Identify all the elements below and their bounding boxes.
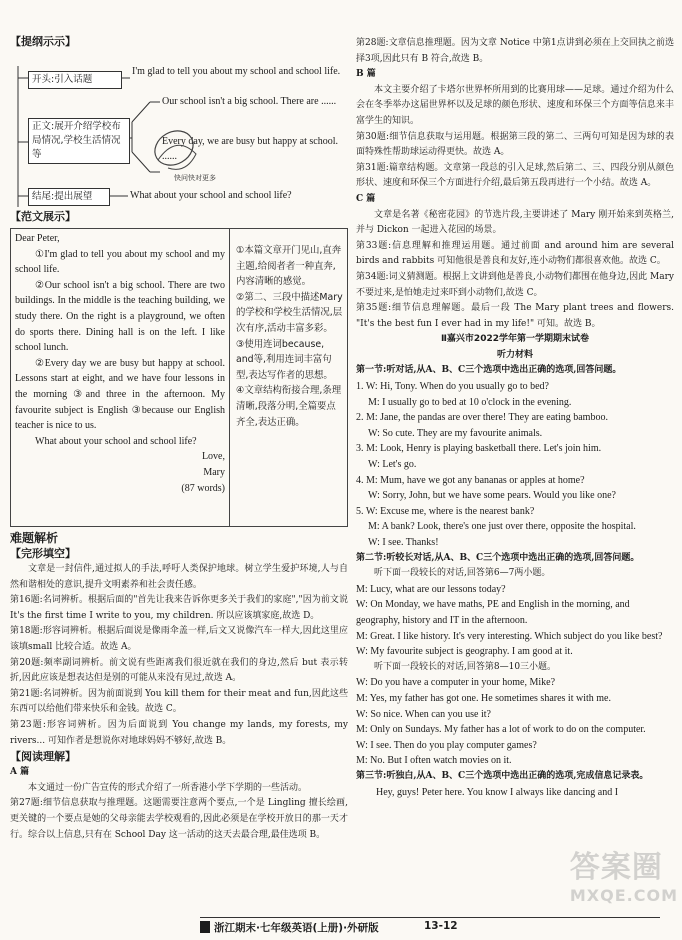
- cloze-para: 文章是一封信件,通过拟人的手法,呼吁人类保护地球。树立学生爱护环境,人与自然和谐相处的意识,提升文明素养和社会责任感。: [10, 564, 348, 590]
- footer-rule: [200, 917, 660, 918]
- dialogue-line: 2. M: Jane, the pandas are over there! They are eating bamboo.: [356, 412, 608, 424]
- reading-a-para: 本文通过一份广告宣传的形式介绍了一所香港小学下学期的一些活动。: [28, 782, 308, 793]
- dialogue-line: 3. M: Look, Henry is playing basketball there. Let's join him.: [356, 443, 602, 455]
- essay-text: [11, 229, 230, 526]
- outline-diagram: [10, 52, 348, 207]
- dialogue-line: 4. M: Mum, have we got any bananas or apples at home?: [356, 474, 585, 486]
- essay-greeting: Dear Peter,: [15, 233, 60, 244]
- outline-text-opening: I'm glad to tell you about my school and school life.: [132, 66, 341, 77]
- essay-comment: ③使用连词because, and等,利用连词丰富句型,表达写作者的思想。: [236, 338, 333, 381]
- watermark-main: 答案圈: [569, 850, 663, 885]
- dialogue-line: M: A bank? Look, there's one just over there, opposite the hospital.: [368, 521, 636, 533]
- section-2-dialogue-1: [356, 582, 674, 660]
- dialogue-line: 1. W: Hi, Tony. When do you usually go to bed?: [356, 381, 549, 393]
- dialogue-line: M: Yes, my father has got one. He sometimes shares it with me.: [356, 692, 611, 704]
- outline-box-ending: 结尾:提出展望: [28, 188, 110, 206]
- outline-header: 【提纲示示】: [10, 35, 76, 48]
- essay-para-2: ②Our school isn't a big school. There are two buildings. In the middle is the teaching building, we study there. On the right is a playground, we often do sports there. Dining hall is on the left. I like school lunch.: [15, 279, 225, 354]
- essay-para-3: ②Every day we are busy but happy at school. Lessons start at eight, and we have four lessons in the morning ③and three in the afternoon. My favourite subject is English ③because our English teacher is nice to us.: [15, 357, 225, 432]
- outline-text-body-a: Our school isn't a big school. There are ......: [162, 96, 337, 107]
- outline-box-opening: 开头:引入话题: [28, 71, 122, 89]
- section-1-heading: 第一节:听对话,从A、B、C三个选项中选出正确的选项,回答问题。: [356, 365, 622, 376]
- page-footer: [200, 920, 660, 936]
- q28-explanation: 第28题:文章信息推理题。因为文章 Notice 中第1点讲到必须在上交回执之前选择3项,因此只有 B 符合,故选 B。: [356, 38, 674, 64]
- right-column: [356, 36, 674, 800]
- sample-header: 【范文展示】: [10, 210, 76, 223]
- footer-page-number: 13-12: [424, 920, 458, 932]
- dialogue-line: W: On Monday, we have maths, PE and English in the morning, and geography, history and IT in the afternoon.: [356, 599, 630, 626]
- reading-b-para: 本文主要介绍了卡塔尔世界杯所用到的比赛用球——足球。通过介绍为什么会在冬季举办这届世界杯以及足球的颜色形状、速度和环保三个方面等信息来丰富学生的知识。: [356, 84, 674, 126]
- dialogue-line: M: Lucy, what are our lessons today?: [356, 583, 506, 595]
- essay-comment: ④文章结构衔接合理,条理清晰,段落分明,全篇要点齐全,表达正确。: [236, 385, 342, 428]
- exam-title: Ⅱ嘉兴市2022学年第一学期期末试卷: [441, 334, 589, 345]
- section-3-monologue: Hey, guys! Peter here. You know I always like dancing and I: [376, 786, 619, 798]
- essay-comment: ①本篇文章开门见山,直奔主题,给阅者者一种直奔,内容清晰的感觉。: [236, 245, 342, 288]
- essay-para-1: ①I'm glad to tell you about my school and my school life.: [15, 248, 225, 276]
- dialogue-line: W: So cute. They are my favourite animals.: [368, 427, 543, 439]
- analysis-header: 难题解析: [10, 531, 59, 545]
- section-2-intro-2: 听下面一段较长的对话,回答第8—10三小题。: [374, 661, 557, 672]
- dialogue-line: M: I usually go to bed at 10 o'clock in the evening.: [368, 396, 572, 408]
- watermark: [570, 842, 678, 905]
- dialogue-line: W: I see. Thanks!: [368, 537, 439, 548]
- sample-essay-table: [10, 228, 348, 527]
- handwriting-note: 快问快对更多: [174, 174, 216, 182]
- section-1-dialogues: [356, 379, 674, 551]
- section-3-heading: 第三节:听独白,从A、B、C三个选项中选出正确的选项,完成信息记录表。: [356, 770, 649, 781]
- watermark-sub: MXQE.COM: [569, 886, 678, 905]
- essay-signature: Mary: [203, 466, 225, 478]
- cloze-header: 【完形填空】: [10, 547, 76, 560]
- section-2-intro-1: 听下面一段较长的对话,回答第6—7两小题。: [374, 568, 551, 579]
- dialogue-line: M: Great. I like history. It's very interesting. Which subject do you like best?: [356, 630, 663, 642]
- reading-c-para: 第34题:词义猜测题。根据上文讲到他是善良,小动物们都围在他身边,因此 Mary 不要过来,是怕她走过来吓到小动物们,故选 C。: [356, 271, 674, 298]
- dialogue-line: W: Let's go.: [368, 459, 417, 471]
- left-column: [10, 34, 348, 843]
- outline-box-body: 正文:展开介绍学校布局情况,学校生活情况等: [28, 118, 130, 164]
- reading-header: 【阅读理解】: [10, 750, 76, 764]
- reading-b-para: 第30题:细节信息获取与运用题。根据第三段的第二、三两句可知是因为球的表面特殊性帮助球运动得更快。故选 A。: [356, 131, 674, 158]
- essay-comments: [230, 229, 347, 526]
- reading-a-title: A 篇: [10, 767, 30, 778]
- dialogue-line: W: Sorry, John, but we have some pears. Would you like one?: [368, 490, 616, 502]
- footer-book-title: 浙江期末·七年级英语(上册)·外研版: [214, 922, 379, 934]
- footer-square-icon: [200, 921, 210, 933]
- dialogue-line: 5. W: Excuse me, where is the nearest bank?: [356, 505, 535, 517]
- cloze-para: 第21题:名词辨析。因为前面说到 You kill them for their meat and fun,因此这些东西可以给他们带来快乐和金钱。故选 C。: [10, 688, 348, 715]
- dialogue-line: M: Only on Sundays. My father has a lot of work to do on the computer.: [356, 724, 646, 736]
- reading-c-para: 第33题:信息理解和推理运用题。通过前面 and around him are several birds and rabbits 可知他很是善良和友好,连小动物们都很喜欢他。故选 C。: [356, 240, 674, 267]
- cloze-para: 第16题:名词辨析。根据后面的"首先让我来告诉你更多关于我们的家庭","因为前文说 It's the first time I write to you, my children. 所以应该填家庭,故选 D。: [10, 595, 348, 621]
- listening-title: 听力材料: [496, 349, 533, 360]
- dialogue-line: M: No. But I often watch movies on it.: [356, 755, 512, 767]
- section-2-heading: 第二节:听较长对话,从A、B、C三个选项中选出正确的选项,回答问题。: [356, 552, 640, 563]
- cloze-para: 第23题:形容词辨析。因为后面说到 You change my lands, my forests, my rivers... 可知作者是想说你对地球妈妈不够好,故选 B。: [10, 719, 348, 746]
- reading-c-para: 第35题:细节信息理解题。最后一段 The Mary plant trees and flowers. "It's the best fun I ever had in my life!" 可知。故选 B。: [356, 303, 674, 329]
- essay-comment: ②第二、三段中描述Mary的学校和学校生活情况,层次有序,活动丰富多彩。: [236, 291, 343, 334]
- reading-a-para: 第27题:细节信息获取与推理题。这题需要注意两个要点,一个是 Lingling 擅长绘画,更关键的一个要点是她的父母亲能去学校观看的,因此必须是在学校开放日的那一天才行。综合以上信息,只有在 School Day 这一活动的这天去最合理,最佳选项 B。: [10, 798, 348, 840]
- reading-b-para: 第31题:篇章结构题。文章第一段总的引入足球,然后第二、三、四段分别从颜色形状、速度和环保三个方面进行介绍,最后第五段再进行一个小结。故选 A。: [356, 162, 674, 189]
- outline-text-body-b: Every day, we are busy but happy at school. ......: [162, 136, 338, 162]
- section-2-dialogue-2: [356, 675, 674, 769]
- reading-b-title: B 篇: [356, 69, 376, 80]
- reading-c-para: 文章是名著《秘密花园》的节选片段,主要讲述了 Mary 刚开始来到英格兰,并与 Dickon 一起进入花园的场景。: [356, 209, 674, 236]
- essay-closing: Love,: [201, 451, 225, 463]
- dialogue-line: W: I see. Then do you play computer games?: [356, 739, 537, 751]
- dialogue-line: W: Do you have a computer in your home, Mike?: [356, 677, 556, 689]
- essay-para-4: What about your school and school life?: [35, 435, 197, 447]
- outline-text-ending: What about your school and school life?: [130, 190, 292, 201]
- reading-c-title: C 篇: [356, 193, 376, 204]
- dialogue-line: W: My favourite subject is geography. I am good at it.: [356, 646, 573, 658]
- dialogue-line: W: So nice. When can you use it?: [356, 708, 491, 720]
- cloze-para: 第18题:形容词辨析。根据后面说是像雨伞盖一样,后文又说像汽车一样大,因此这里应该填small 比较合适。故选 A。: [10, 626, 348, 652]
- essay-word-count: (87 words): [181, 482, 225, 494]
- cloze-para: 第20题:频率副词辨析。前文说有些距离我们很近就在我们的身边,然后 but 表示转折,因此应该是想表达但是别的可能从来没有见过,故选 A。: [10, 657, 348, 684]
